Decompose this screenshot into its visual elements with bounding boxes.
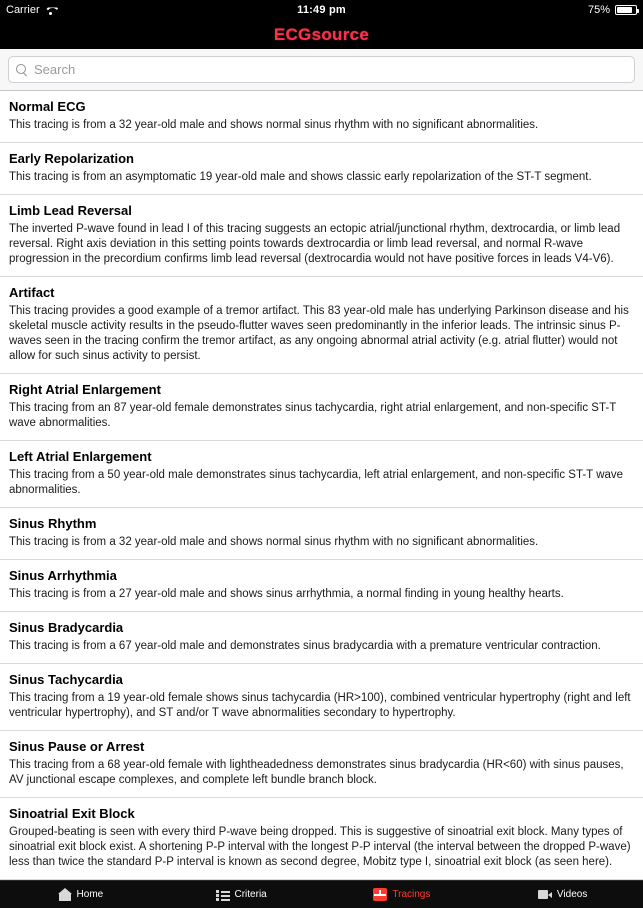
list-item-title: Sinus Tachycardia xyxy=(9,672,123,687)
list-item-description: This tracing is from a 32 year-old male and shows normal sinus rhythm with no significant abnormalities. xyxy=(9,119,539,131)
list-item[interactable] xyxy=(0,664,643,731)
search-bar-container xyxy=(0,49,643,91)
list-item[interactable] xyxy=(0,91,643,143)
list-item[interactable] xyxy=(0,195,643,277)
list-item-description: This tracing provides a good example of a tremor artifact. This 83 year-old male has underlying Parkinson disease and his skeletal muscle activity results in the pseudo-flutter waves seen predominantly in the inferior leads. The intrinsic sinus P-waves seen in the tracing confirm the tremor artifact, as any ongoing abnormal atrial activity (e.g. atrial flutter) would not allow for such sinus activity to persist. xyxy=(9,305,629,362)
list-item[interactable] xyxy=(0,612,643,664)
tab-tracings[interactable] xyxy=(322,881,483,908)
search-bar[interactable] xyxy=(8,56,635,83)
tab-label: Home xyxy=(76,889,104,900)
list-item-description: This tracing is from an asymptomatic 19 year-old male and shows classic early repolarization of the ST-T segment. xyxy=(9,171,592,183)
battery-icon xyxy=(615,5,637,15)
list-item-description: This tracing from a 50 year-old male demonstrates sinus tachycardia, left atrial enlargement, and non-specific ST-T wave abnormalities. xyxy=(9,469,624,496)
search-input[interactable] xyxy=(34,62,627,77)
list-item-description: Grouped-beating is seen with every third P-wave being dropped. This is suggestive of sinoatrial exit block. Many types of sinoatrial exit block exist. A shortening P-P interval with the longest P-P interval (the interval between the dropped P-wave) less than twice the standard P-P interval is known as second degree, Mobitz type I, sinoatrial exit block (as seen here). xyxy=(9,826,631,868)
list-item-title: Normal ECG xyxy=(9,99,86,114)
list-item[interactable] xyxy=(0,441,643,508)
list-item-title: Early Repolarization xyxy=(9,151,134,166)
list-item-title: Sinoatrial Exit Block xyxy=(9,806,135,821)
title-bar xyxy=(0,20,643,49)
list-item-title: Sinus Rhythm xyxy=(9,516,97,531)
status-bar-time: 11:49 pm xyxy=(297,4,346,16)
tab-videos[interactable] xyxy=(482,881,643,908)
list-item-title: Limb Lead Reversal xyxy=(9,203,132,218)
tab-label: Criteria xyxy=(234,889,267,900)
list-item-description: This tracing is from a 67 year-old male and demonstrates sinus bradycardia with a premature ventricular contraction. xyxy=(9,640,601,652)
list-item[interactable] xyxy=(0,731,643,798)
list-item-description: This tracing from a 19 year-old female shows sinus tachycardia (HR>100), combined ventricular hypertrophy (right and left ventricular hypertrophy), and ST and/or T wave abnormalities secondary to hypertrophy. xyxy=(9,692,631,719)
list-item[interactable] xyxy=(0,560,643,612)
tracings-list[interactable] xyxy=(0,91,643,880)
list-item-title: Right Atrial Enlargement xyxy=(9,382,161,397)
list-item[interactable] xyxy=(0,374,643,441)
app-title: ECGsource xyxy=(273,24,370,44)
list-item[interactable] xyxy=(0,508,643,560)
battery-percent-label: 75% xyxy=(587,4,610,16)
home-icon xyxy=(58,888,72,901)
tab-label: Videos xyxy=(556,889,588,900)
list-item[interactable] xyxy=(0,277,643,374)
list-item-title: Sinus Pause or Arrest xyxy=(9,739,145,754)
tab-bar xyxy=(0,880,643,908)
list-item-title: Sinus Bradycardia xyxy=(9,620,124,635)
list-item-title: Sinus Arrhythmia xyxy=(9,568,117,583)
tab-criteria[interactable] xyxy=(161,881,322,908)
list-item-title: Left Atrial Enlargement xyxy=(9,449,152,464)
tracings-ecg-icon xyxy=(373,888,387,901)
list-item-description: This tracing from a 68 year-old female with lightheadedness demonstrates sinus bradycardia (HR<60) with sinus pauses, AV junctional escape complexes, and complete left bundle branch block. xyxy=(9,759,624,786)
tab-home[interactable] xyxy=(0,881,161,908)
list-item-title: Artifact xyxy=(9,285,55,300)
list-item-description: This tracing is from a 32 year-old male and shows normal sinus rhythm with no significant abnormalities. xyxy=(9,536,539,548)
list-item[interactable] xyxy=(0,798,643,880)
videos-icon xyxy=(538,888,552,901)
status-bar-right xyxy=(346,4,637,16)
list-item-description: This tracing is from a 27 year-old male and shows sinus arrhythmia, a normal finding in young healthy hearts. xyxy=(9,588,564,600)
wifi-icon xyxy=(45,5,57,15)
carrier-label: Carrier xyxy=(6,4,40,16)
battery-fill xyxy=(617,7,632,13)
status-bar xyxy=(0,0,643,20)
list-item[interactable] xyxy=(0,143,643,195)
list-item-description: This tracing from an 87 year-old female demonstrates sinus tachycardia, right atrial enlargement, and non-specific ST-T wave abnormalities. xyxy=(9,402,617,429)
criteria-list-icon xyxy=(216,888,230,901)
search-icon xyxy=(16,64,28,76)
tab-label: Tracings xyxy=(392,889,431,900)
status-bar-left xyxy=(6,4,297,16)
list-item-description: The inverted P-wave found in lead I of this tracing suggests an ectopic atrial/junctional rhythm, dextrocardia, or limb lead reversal. Right axis deviation in this setting points towards dextrocardia or limb lead reversal, and normal R-wave progression in the precordium confirms limb lead reversal (dextrocardia would not have positive forces in leads V4-V6). xyxy=(9,223,621,265)
